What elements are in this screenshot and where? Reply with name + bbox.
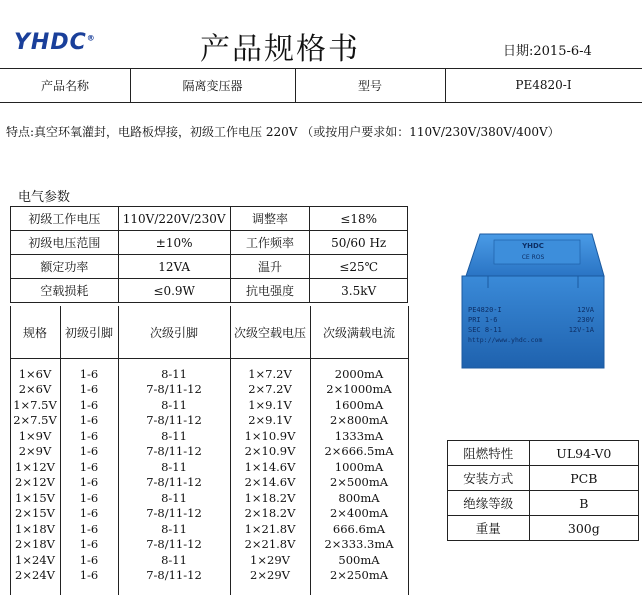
product-brand-text: YHDC bbox=[522, 242, 544, 250]
param-value: ≤0.9W bbox=[118, 279, 230, 303]
spec-cell: 2×333.3mA bbox=[324, 537, 394, 552]
spec-cell: 1-6 bbox=[79, 444, 99, 459]
product-name-label: 产品名称 bbox=[40, 78, 89, 93]
spec-cell: 1-6 bbox=[79, 382, 99, 397]
spec-cell: 1600mA bbox=[334, 397, 384, 412]
params-row bbox=[11, 255, 408, 279]
spec-cell: 2×1000mA bbox=[326, 382, 392, 397]
spec-cell: 2×666.5mA bbox=[324, 444, 394, 459]
spec-cell: 1×18V bbox=[15, 521, 55, 536]
param-label: 工作频率 bbox=[230, 231, 310, 255]
electrical-params-title: 电气参数 bbox=[18, 190, 71, 205]
param-value: 50/60 Hz bbox=[310, 231, 408, 255]
product-url-text: http://www.yhdc.com bbox=[468, 336, 543, 344]
params-row bbox=[11, 231, 408, 255]
product-model-text: PE4820-I bbox=[468, 306, 502, 314]
property-label: 重量 bbox=[448, 516, 530, 541]
param-label: 空载损耗 bbox=[11, 279, 119, 303]
spec-cell: 1-6 bbox=[79, 490, 99, 505]
param-value: 110V/220V/230V bbox=[118, 207, 230, 231]
document-date: 日期:2015-6-4 bbox=[503, 44, 592, 59]
property-value: UL94-V0 bbox=[529, 441, 638, 466]
param-value: 12VA bbox=[118, 255, 230, 279]
company-logo bbox=[14, 30, 96, 55]
registered-mark: ® bbox=[86, 33, 96, 43]
page-title: 产品规格书 bbox=[200, 32, 360, 67]
property-value: 300g bbox=[529, 516, 638, 541]
spec-cell: 1×12V bbox=[15, 459, 55, 474]
property-value: PCB bbox=[529, 466, 638, 491]
param-value: 3.5kV bbox=[310, 279, 408, 303]
spec-cell: 1×7.2V bbox=[248, 366, 292, 381]
spec-cell: 1×24V bbox=[15, 552, 55, 567]
spec-cell: 2×14.6V bbox=[244, 475, 296, 490]
spec-col-line bbox=[408, 306, 409, 595]
property-label: 阻燃特性 bbox=[448, 441, 530, 466]
spec-cell: 1×21.8V bbox=[244, 521, 296, 536]
spec-cell: 2×7.5V bbox=[13, 413, 57, 428]
spec-cell: 2000mA bbox=[334, 366, 384, 381]
product-pri-v-text: 230V bbox=[577, 316, 594, 324]
spec-cell: 1×9.1V bbox=[248, 397, 292, 412]
param-label: 额定功率 bbox=[11, 255, 119, 279]
param-label: 初级电压范围 bbox=[11, 231, 119, 255]
spec-cell: 7-8/11-12 bbox=[146, 506, 202, 521]
spec-cell: 1×9V bbox=[18, 428, 52, 443]
spec-cell: 7-8/11-12 bbox=[146, 475, 202, 490]
spec-cell: 8-11 bbox=[161, 397, 187, 412]
spec-cell: 7-8/11-12 bbox=[146, 413, 202, 428]
param-value: ≤25℃ bbox=[310, 255, 408, 279]
param-value: ±10% bbox=[118, 231, 230, 255]
spec-cell: 1-6 bbox=[79, 552, 99, 567]
spec-cell: 1×15V bbox=[15, 490, 55, 505]
param-value: ≤18% bbox=[310, 207, 408, 231]
product-sec-v-text: 12V-1A bbox=[568, 326, 594, 334]
spec-cell: 8-11 bbox=[161, 490, 187, 505]
spec-cell: 666.6mA bbox=[332, 521, 386, 536]
spec-cell: 1×14.6V bbox=[244, 459, 296, 474]
spec-cell: 1-6 bbox=[79, 506, 99, 521]
spec-cell: 1-6 bbox=[79, 413, 99, 428]
product-va-text: 12VA bbox=[577, 306, 594, 314]
product-pri-text: PRI 1-6 bbox=[468, 316, 498, 324]
spec-cell: 8-11 bbox=[161, 366, 187, 381]
spec-cell: 8-11 bbox=[161, 552, 187, 567]
spec-cell: 2×24V bbox=[15, 568, 55, 583]
model-value: PE4820-I bbox=[515, 78, 572, 92]
property-row bbox=[448, 491, 639, 516]
property-row bbox=[448, 516, 639, 541]
spec-cell: 2×7.2V bbox=[248, 382, 292, 397]
spec-header-cell: 次级引脚 bbox=[149, 325, 198, 340]
spec-cell: 2×9.1V bbox=[248, 413, 292, 428]
spec-cell: 2×400mA bbox=[329, 506, 389, 521]
spec-cell: 2×18V bbox=[15, 537, 55, 552]
spec-cell: 1-6 bbox=[79, 521, 99, 536]
spec-header-cell: 规格 bbox=[22, 325, 47, 340]
spec-cell: 1-6 bbox=[79, 568, 99, 583]
spec-cell: 1-6 bbox=[79, 459, 99, 474]
spec-cell: 2×800mA bbox=[329, 413, 389, 428]
spec-cell: 1×6V bbox=[18, 366, 52, 381]
spec-cell: 8-11 bbox=[161, 521, 187, 536]
spec-cell: 7-8/11-12 bbox=[146, 382, 202, 397]
params-row bbox=[11, 279, 408, 303]
spec-cell: 8-11 bbox=[161, 459, 187, 474]
transformer-product-image bbox=[458, 232, 606, 372]
spec-cell: 7-8/11-12 bbox=[146, 568, 202, 583]
spec-cell: 2×10.9V bbox=[244, 444, 296, 459]
header-divider-bottom bbox=[0, 102, 642, 103]
spec-cell: 1-6 bbox=[79, 475, 99, 490]
spec-cell: 800mA bbox=[338, 490, 380, 505]
spec-cell: 2×12V bbox=[15, 475, 55, 490]
spec-cell: 2×6V bbox=[18, 382, 52, 397]
spec-cell: 1×7.5V bbox=[13, 397, 57, 412]
property-label: 绝缘等级 bbox=[448, 491, 530, 516]
property-value: B bbox=[529, 491, 638, 516]
properties-table bbox=[447, 440, 639, 541]
spec-cell: 7-8/11-12 bbox=[146, 444, 202, 459]
spec-header-divider bbox=[10, 358, 408, 359]
property-row bbox=[448, 441, 639, 466]
spec-header-cell: 初级引脚 bbox=[64, 325, 113, 340]
spec-cell: 2×21.8V bbox=[244, 537, 296, 552]
params-row bbox=[11, 207, 408, 231]
param-label: 初级工作电压 bbox=[11, 207, 119, 231]
spec-cell: 1-6 bbox=[79, 428, 99, 443]
features-text: 特点:真空环氧灌封，电路板焊接，初级工作电压 220V （或按用户要求如：110V/230V/380V/400V） bbox=[6, 125, 560, 139]
spec-cell: 2×500mA bbox=[329, 475, 389, 490]
spec-cell: 2×15V bbox=[15, 506, 55, 521]
param-label: 抗电强度 bbox=[230, 279, 310, 303]
spec-cell: 7-8/11-12 bbox=[146, 537, 202, 552]
logo-text: YHDC bbox=[14, 30, 87, 55]
product-sec-text: SEC 8-11 bbox=[468, 326, 502, 334]
spec-cell: 500mA bbox=[338, 552, 380, 567]
spec-cell: 2×18.2V bbox=[244, 506, 296, 521]
spec-cell: 1000mA bbox=[334, 459, 384, 474]
spec-cell: 2×250mA bbox=[329, 568, 389, 583]
spec-cell: 1×29V bbox=[250, 552, 290, 567]
spec-cell: 1×18.2V bbox=[244, 490, 296, 505]
spec-cell: 1-6 bbox=[79, 537, 99, 552]
param-label: 调整率 bbox=[230, 207, 310, 231]
spec-cell: 1×10.9V bbox=[244, 428, 296, 443]
spec-cell: 1-6 bbox=[79, 366, 99, 381]
model-label: 型号 bbox=[357, 78, 382, 93]
property-row bbox=[448, 466, 639, 491]
spec-header-cell: 次级空载电压 bbox=[233, 325, 306, 340]
electrical-params-table bbox=[10, 206, 408, 303]
spec-cell: 1333mA bbox=[334, 428, 384, 443]
spec-cell: 2×9V bbox=[18, 444, 52, 459]
spec-cell: 1-6 bbox=[79, 397, 99, 412]
product-name-value: 隔离变压器 bbox=[182, 78, 243, 93]
param-label: 温升 bbox=[230, 255, 310, 279]
spec-header-cell: 次级满载电流 bbox=[322, 325, 395, 340]
spec-cell: 8-11 bbox=[161, 428, 187, 443]
spec-cell: 2×29V bbox=[250, 568, 290, 583]
product-cert-text: CE ROS bbox=[521, 254, 545, 261]
property-label: 安装方式 bbox=[448, 466, 530, 491]
